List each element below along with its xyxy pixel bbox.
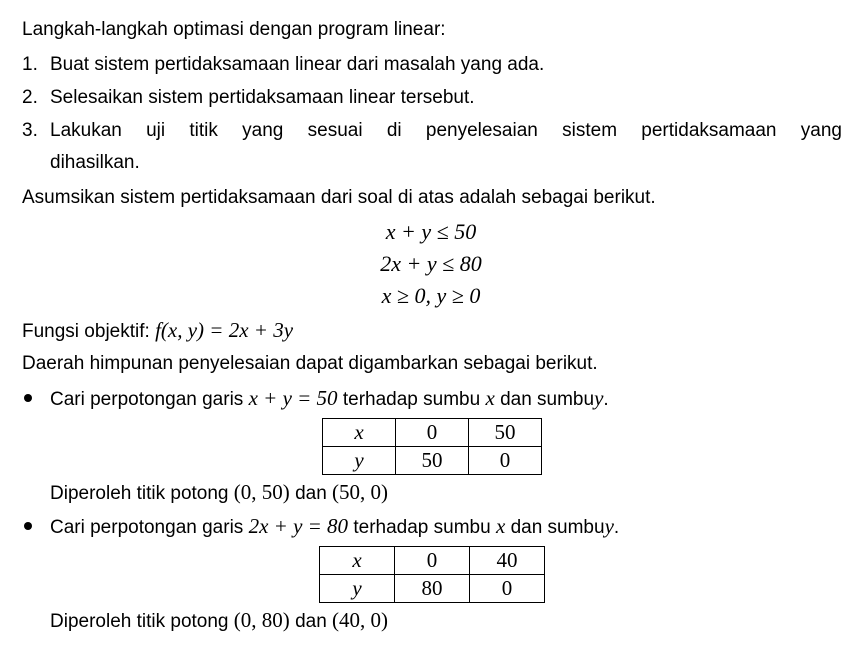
point: (40, 0) xyxy=(332,608,389,632)
word: sesuai xyxy=(307,120,363,141)
table-cell: 40 xyxy=(470,547,545,575)
table-cell: y xyxy=(320,575,395,603)
text: terhadap sumbu xyxy=(342,389,481,410)
table-cell: y xyxy=(323,447,396,475)
table-cell: 0 xyxy=(395,547,470,575)
assumption-line: Asumsikan sistem pertidaksamaan dari soal di atas adalah sebagai berikut. xyxy=(22,187,656,208)
text: . xyxy=(613,517,620,538)
table-cell: 80 xyxy=(395,575,470,603)
text: dan sumbu xyxy=(500,389,595,410)
constraint-1: x + y ≤ 50 xyxy=(385,219,477,244)
step-text: Selesaikan sistem pertidaksamaan linear tersebut. xyxy=(50,87,475,108)
step-number: 3. xyxy=(22,120,38,141)
intercept-table-2 xyxy=(319,546,545,603)
axis-var: x xyxy=(485,386,495,410)
table-cell: 0 xyxy=(470,575,545,603)
bullet-icon xyxy=(24,522,32,530)
table-cell: 0 xyxy=(396,419,469,447)
table-cell: x xyxy=(320,547,395,575)
objective-line xyxy=(22,318,293,344)
step-number: 1. xyxy=(22,54,38,75)
axis-var: y xyxy=(594,386,604,410)
table-row xyxy=(320,575,545,603)
text: Cari perpotongan garis xyxy=(50,389,244,410)
table-cell: 0 xyxy=(469,447,542,475)
equation: x + y = 50 xyxy=(248,386,338,410)
bullet-text xyxy=(50,386,609,411)
result-line xyxy=(50,608,388,633)
word: Lakukan xyxy=(50,120,122,141)
table-row xyxy=(323,447,542,475)
table-row xyxy=(323,419,542,447)
objective-label: Fungsi objektif: xyxy=(22,321,150,342)
text: terhadap sumbu xyxy=(353,517,491,538)
text: dan sumbu xyxy=(510,517,605,538)
intercept-table-1 xyxy=(322,418,542,475)
word: penyelesaian xyxy=(425,120,538,141)
region-line: Daerah himpunan penyelesaian dapat digambarkan sebagai berikut. xyxy=(22,353,598,374)
table-cell: 50 xyxy=(396,447,469,475)
table-cell: x xyxy=(323,419,396,447)
step-number: 2. xyxy=(22,87,38,108)
word: yang xyxy=(242,120,284,141)
word: titik xyxy=(189,120,218,141)
text: Diperoleh titik potong xyxy=(50,611,229,632)
axis-var: y xyxy=(604,514,614,538)
word: yang xyxy=(800,120,842,141)
text: Diperoleh titik potong xyxy=(50,483,229,504)
point: (50, 0) xyxy=(332,480,389,504)
text: dan xyxy=(295,611,327,632)
table-row xyxy=(320,547,545,575)
step-text-continued: dihasilkan. xyxy=(50,152,140,173)
point: (0, 50) xyxy=(233,480,290,504)
intro-line: Langkah-langkah optimasi dengan program linear: xyxy=(22,19,446,40)
bullet-text xyxy=(50,514,619,539)
text: Cari perpotongan garis xyxy=(50,517,244,538)
point: (0, 80) xyxy=(233,608,290,632)
result-line xyxy=(50,480,388,505)
word: sistem xyxy=(562,120,618,141)
text: . xyxy=(603,389,609,410)
text: dan xyxy=(295,483,327,504)
bullet-icon xyxy=(24,394,32,402)
objective-expression: f(x, y) = 2x + 3y xyxy=(155,318,294,342)
equation: 2x + y = 80 xyxy=(248,514,349,538)
table-cell: 50 xyxy=(469,419,542,447)
word: di xyxy=(386,120,402,141)
axis-var: x xyxy=(495,514,506,538)
step-text: Buat sistem pertidaksamaan linear dari masalah yang ada. xyxy=(50,54,545,75)
word: uji xyxy=(146,120,166,141)
word: pertidaksamaan xyxy=(641,120,777,141)
step-text-justified xyxy=(50,120,842,142)
constraint-3: x ≥ 0, y ≥ 0 xyxy=(381,283,481,308)
constraint-2: 2x + y ≤ 80 xyxy=(380,251,482,276)
